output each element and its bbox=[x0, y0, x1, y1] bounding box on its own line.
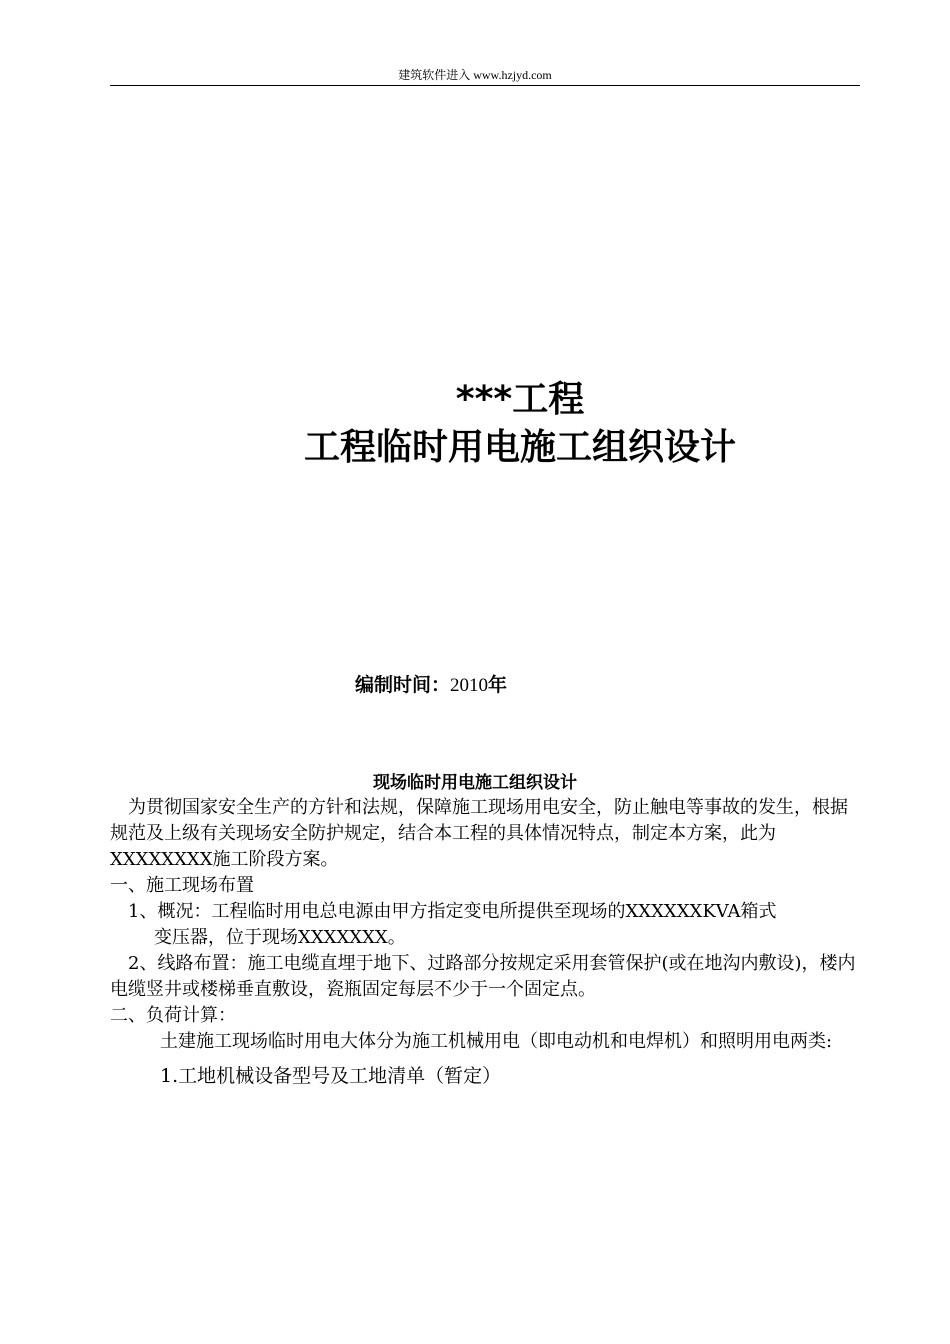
header-rule bbox=[110, 85, 860, 86]
load-calc-paragraph: 土建施工现场临时用电大体分为施工机械用电（即电动机和电焊机）和照明用电两类: bbox=[160, 1031, 833, 1052]
compile-date bbox=[355, 671, 507, 700]
cover-title-line2: 工程临时用电施工组织设计 bbox=[303, 427, 736, 468]
date-label: 编制时间： bbox=[355, 674, 451, 696]
heading-site-layout: 一、施工现场布置 bbox=[110, 875, 254, 896]
section-title: 现场临时用电施工组织设计 bbox=[373, 773, 577, 793]
date-value: 2010 bbox=[450, 675, 489, 696]
heading-load-calc: 二、负荷计算： bbox=[110, 1005, 236, 1026]
equipment-list-heading: 1.工地机械设备型号及工地清单（暂定） bbox=[160, 1065, 502, 1087]
page-header: 建筑软件进入 www.hzjyd.com bbox=[398, 68, 552, 82]
item-overview: 1、概况：工程临时用电总电源由甲方指定变电所提供至现场的XXXXXXKVA箱式 bbox=[128, 901, 777, 922]
intro-paragraph: 为贯彻国家安全生产的方针和法规，保障施工现场用电安全，防止触电等事故的发生，根据规范及上级有关现场安全防护规定，结合本工程的具体情况特点，制定本方案，此为XXXXXXXX施工阶段方案。 bbox=[110, 797, 848, 870]
cover-title-line1: ***工程 bbox=[455, 379, 585, 420]
date-unit: 年 bbox=[488, 674, 508, 696]
item-line-layout: 2、线路布置：施工电缆直埋于地下、过路部分按规定采用套管保护(或在地沟内敷设)，楼内电缆竖井或楼梯垂直敷设，瓷瓶固定每层不少于一个固定点。 bbox=[110, 953, 856, 1000]
item-overview-continued: 变压器，位于现场XXXXXXX。 bbox=[154, 927, 406, 948]
document-body bbox=[110, 795, 858, 1089]
